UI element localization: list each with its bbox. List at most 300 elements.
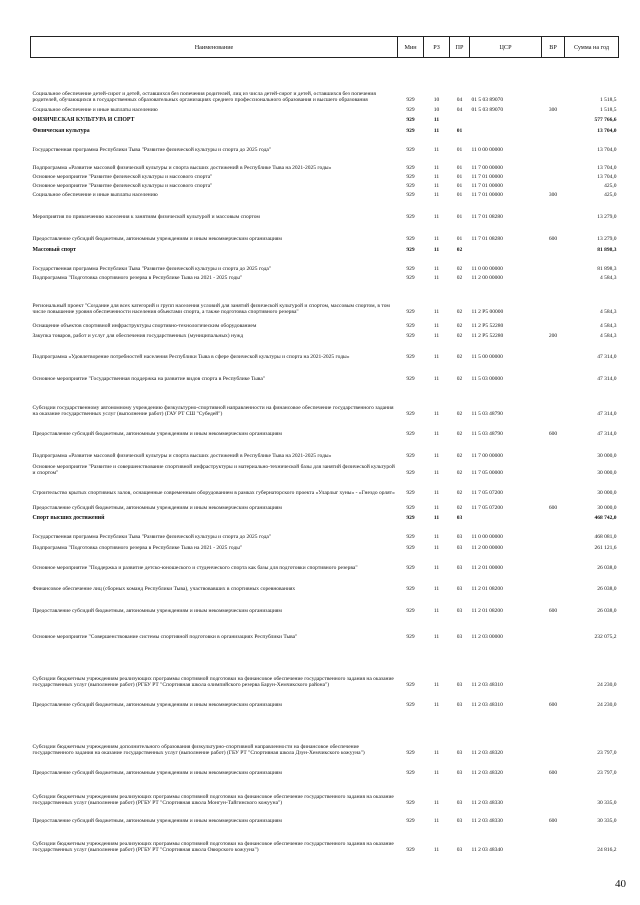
- table-row: [31, 418, 619, 438]
- table-row: [31, 552, 619, 572]
- row-min-cell: 929: [406, 431, 415, 438]
- row-sum-cell: 13 704,0: [597, 165, 617, 172]
- row-min-cell: 929: [406, 702, 415, 709]
- row-min-cell: 929: [406, 214, 415, 221]
- table-row: [31, 777, 619, 807]
- row-name-cell: Основное мероприятие "Развитие физической культуры и массового спорта": [32, 183, 213, 190]
- row-rz-cell: 11: [433, 275, 440, 282]
- row-vr-cell: [542, 477, 565, 497]
- row-vr-cell: [542, 282, 565, 316]
- row-min-cell: 929: [406, 117, 415, 124]
- row-csr-cell: 11 7 00 00000: [471, 165, 503, 172]
- row-csr-cell: 11 0 00 00000: [471, 147, 503, 154]
- row-sum-cell: 13 704,0: [597, 174, 617, 181]
- row-min-cell: 929: [406, 545, 415, 552]
- row-min-cell: 929: [406, 505, 415, 512]
- row-csr-cell: 11 2 03 48320: [471, 750, 503, 757]
- table-row: [31, 522, 619, 541]
- row-sum-cell: 47 314,0: [597, 354, 617, 361]
- row-rz-cell: 11: [433, 545, 440, 552]
- row-sum-cell: 13 279,0: [597, 214, 617, 221]
- row-csr-cell: 11 2 00 00000: [471, 545, 503, 552]
- row-rz-cell: 11: [433, 453, 440, 460]
- row-vr-cell: [542, 615, 565, 641]
- row-sum-cell: 24 816,2: [597, 847, 617, 854]
- table-row: [31, 438, 619, 460]
- row-sum-cell: 47 314,0: [597, 431, 617, 438]
- row-vr-cell: 200: [548, 333, 558, 340]
- row-name-cell: Физическая культура: [32, 128, 90, 135]
- row-min-cell: 929: [406, 128, 415, 135]
- table-row: [31, 316, 619, 330]
- row-pr-cell: 03: [456, 586, 463, 593]
- row-rz-cell: 11: [433, 565, 440, 572]
- table-row: [31, 330, 619, 340]
- row-min-cell: 929: [406, 634, 415, 641]
- row-vr-cell: [542, 361, 565, 383]
- row-pr-cell: 01: [456, 192, 463, 199]
- row-pr-cell: 02: [456, 354, 463, 361]
- row-rz-cell: 11: [433, 376, 440, 383]
- row-sum-cell: 47 314,0: [597, 376, 617, 383]
- row-sum-cell: 425,0: [604, 192, 617, 199]
- table-row: [31, 172, 619, 181]
- row-name-cell: Предоставление субсидий бюджетным, автономным учреждениям и иным некоммерческим организациям: [32, 702, 282, 709]
- row-pr-cell: 02: [456, 453, 463, 460]
- row-name-cell: Предоставление субсидий бюджетным, автономным учреждениям и иным некоммерческим организациям: [32, 770, 282, 777]
- table-row: [31, 282, 619, 316]
- table-row: [31, 243, 619, 254]
- row-pr-cell: 02: [456, 505, 463, 512]
- row-name-cell: Финансовое обеспечение лиц (сборных команд Республики Тыва), участвовавших в спортивных соревнованиях: [32, 586, 296, 593]
- row-name-cell: Социальное обеспечение и иные выплаты населению: [32, 107, 158, 114]
- row-csr-cell: [470, 114, 542, 124]
- row-sum-cell: 47 314,0: [597, 411, 617, 418]
- row-vr-cell: [542, 572, 565, 593]
- row-name-cell: Предоставление субсидий бюджетным, автономным учреждениям и иным некоммерческим организациям: [32, 236, 282, 243]
- row-rz-cell: 10: [433, 107, 440, 114]
- row-csr-cell: 11 7 01 08280: [471, 214, 503, 221]
- row-min-cell: 929: [406, 183, 415, 190]
- table-row: [31, 104, 619, 114]
- row-csr-cell: 11 7 01 00000: [471, 183, 503, 190]
- row-pr-cell: 03: [456, 702, 463, 709]
- row-min-cell: 929: [406, 247, 415, 254]
- row-vr-cell: [542, 552, 565, 572]
- row-sum-cell: 4 584,3: [600, 333, 617, 340]
- row-rz-cell: 11: [433, 247, 440, 254]
- row-sum-cell: 23 797,0: [597, 770, 617, 777]
- row-vr-cell: [542, 825, 565, 854]
- row-pr-cell: 04: [456, 107, 463, 114]
- row-rz-cell: 11: [433, 515, 440, 522]
- row-rz-cell: 11: [433, 505, 440, 512]
- row-name-cell: Социальное обеспечение и иные выплаты населению: [32, 192, 158, 199]
- row-pr-cell: 03: [456, 770, 463, 777]
- row-rz-cell: 11: [433, 634, 440, 641]
- row-csr-cell: 11 2 03 48310: [471, 702, 503, 709]
- row-vr-cell: [542, 243, 565, 254]
- row-pr-cell: [450, 114, 470, 124]
- row-rz-cell: 11: [433, 586, 440, 593]
- row-sum-cell: 26 038,0: [597, 608, 617, 615]
- row-name-cell: Основное мероприятие "Развитие физической культуры и массового спорта": [32, 174, 213, 181]
- table-row: [31, 190, 619, 199]
- row-pr-cell: 01: [456, 128, 463, 135]
- row-rz-cell: 11: [433, 490, 440, 497]
- row-pr-cell: 01: [456, 174, 463, 181]
- row-csr-cell: 01 5 03 89070: [471, 107, 504, 114]
- row-vr-cell: [542, 709, 565, 757]
- table-row: [31, 181, 619, 190]
- row-name-cell: Строительство крытых спортивных залов, оснащенные современным оборудованием в рамках губернаторского проекта «Уларлыг хуны» - «Гнездо орлят»: [32, 490, 395, 497]
- row-vr-cell: [542, 641, 565, 689]
- row-rz-cell: 11: [433, 214, 440, 221]
- row-sum-cell: 1 518,5: [600, 107, 617, 114]
- row-sum-cell: 30 000,0: [597, 453, 617, 460]
- row-min-cell: 929: [406, 97, 415, 104]
- row-rz-cell: 11: [433, 309, 440, 316]
- row-pr-cell: 04: [456, 97, 463, 104]
- row-csr-cell: 11 5 03 00000: [471, 376, 503, 383]
- column-header-pr: ПР: [450, 37, 470, 58]
- table-row: [31, 593, 619, 615]
- row-csr-cell: [470, 124, 542, 135]
- row-pr-cell: 03: [456, 750, 463, 757]
- page-number: 40: [615, 878, 626, 890]
- row-min-cell: 929: [406, 354, 415, 361]
- row-rz-cell: 11: [433, 770, 440, 777]
- row-csr-cell: 11 5 00 00000: [471, 354, 503, 361]
- row-vr-cell: 600: [548, 236, 558, 243]
- row-vr-cell: [542, 273, 565, 282]
- row-vr-cell: [542, 199, 565, 221]
- row-vr-cell: [542, 154, 565, 172]
- row-csr-cell: 11 7 05 07200: [471, 505, 503, 512]
- row-pr-cell: 03: [456, 800, 463, 807]
- row-csr-cell: [470, 512, 542, 522]
- row-rz-cell: 11: [433, 608, 440, 615]
- row-pr-cell: 02: [456, 266, 463, 273]
- row-min-cell: 929: [406, 750, 415, 757]
- row-pr-cell: 02: [456, 333, 463, 340]
- row-rz-cell: 11: [433, 333, 440, 340]
- row-csr-cell: 11 2 P5 00000: [471, 309, 504, 316]
- row-name-cell: Предоставление субсидий бюджетным, автономным учреждениям и иным некоммерческим организациям: [32, 505, 282, 512]
- row-name-cell: Социальное обеспечение детей-сирот и детей, оставшихся без попечения родителей, лиц из числа детей-сирот и детей, оставшихся без попечения родителей, обучающихся в государственных образовательных организациях среднего профессионального образования и высшего образования: [32, 90, 376, 104]
- row-min-cell: 929: [406, 236, 415, 243]
- row-csr-cell: 11 5 03 48790: [471, 411, 503, 418]
- table-body: [31, 58, 619, 854]
- row-min-cell: 929: [406, 800, 415, 807]
- row-sum-cell: 30 000,0: [597, 505, 617, 512]
- row-min-cell: 929: [406, 818, 415, 825]
- table-row: [31, 477, 619, 497]
- table-row: [31, 361, 619, 383]
- row-csr-cell: 11 7 01 00000: [471, 174, 503, 181]
- row-vr-cell: [542, 438, 565, 460]
- row-pr-cell: 03: [456, 818, 463, 825]
- row-min-cell: 929: [406, 490, 415, 497]
- row-name-cell: Основное мероприятие "Поддержка и развитие детско-юношеского и студенческого спорта как базы для подготовки спортивного резерва": [32, 565, 358, 572]
- row-sum-cell: 261 121,6: [594, 545, 617, 552]
- row-vr-cell: [542, 383, 565, 418]
- column-header-name: Наименование: [31, 37, 398, 58]
- row-rz-cell: 11: [433, 534, 440, 541]
- row-rz-cell: 11: [433, 847, 440, 854]
- row-vr-cell: [542, 114, 565, 124]
- row-pr-cell: 02: [456, 431, 463, 438]
- row-sum-cell: 13 279,0: [597, 236, 617, 243]
- row-sum-cell: 1 518,5: [600, 97, 617, 104]
- table-row: [31, 273, 619, 282]
- row-name-cell: Закупка товаров, работ и услуг для обеспечения государственных (муниципальных) нужд: [32, 333, 244, 340]
- row-rz-cell: 11: [433, 174, 440, 181]
- row-sum-cell: 13 704,0: [597, 128, 617, 135]
- table-row: [31, 807, 619, 825]
- row-csr-cell: 11 7 05 07200: [471, 490, 503, 497]
- row-sum-cell: 4 584,3: [600, 309, 617, 316]
- row-sum-cell: 30 335,0: [597, 818, 617, 825]
- row-pr-cell: 03: [456, 515, 463, 522]
- row-sum-cell: 24 230,0: [597, 682, 617, 689]
- row-name-cell: Основное мероприятие "Совершенствование системы спортивной подготовки в организациях Республики Тыва": [32, 634, 298, 641]
- row-vr-cell: 300: [548, 107, 558, 114]
- row-name-cell: Подпрограмма "Подготовка спортивного резерва в Республике Тыва на 2021 - 2025 годы": [32, 545, 243, 552]
- row-min-cell: 929: [406, 682, 415, 689]
- row-name-cell: Оснащение объектов спортивной инфраструктуры спортивно-технологическим оборудованием: [32, 323, 257, 330]
- row-vr-cell: 600: [548, 770, 558, 777]
- row-rz-cell: 10: [433, 97, 440, 104]
- row-min-cell: 929: [406, 770, 415, 777]
- row-min-cell: 929: [406, 266, 415, 273]
- table-row: [31, 340, 619, 361]
- row-name-cell: Субсидии государственному автономному учреждению физкультурно-спортивной направленности на финансовое обеспечение государственного задания на оказание государственных услуг (выполнение работ) (ГАУ РТ СШ "Субедей"): [32, 404, 394, 418]
- table-row: [31, 757, 619, 777]
- column-header-sum: Сумма на год: [565, 37, 619, 58]
- row-pr-cell: 03: [456, 847, 463, 854]
- row-pr-cell: 02: [456, 309, 463, 316]
- row-rz-cell: 11: [433, 147, 440, 154]
- row-min-cell: 929: [406, 107, 415, 114]
- row-vr-cell: 600: [548, 818, 558, 825]
- row-rz-cell: 11: [433, 750, 440, 757]
- row-name-cell: Подпрограмма «Удовлетворение потребностей населения Республики Тыва в сфере физической культуры и спорта на 2021-2025 годы»: [32, 354, 350, 361]
- row-sum-cell: 81 898,3: [597, 247, 617, 254]
- row-csr-cell: 11 2 03 48340: [471, 847, 503, 854]
- row-csr-cell: 11 7 00 00000: [471, 453, 503, 460]
- row-csr-cell: 11 2 03 48330: [471, 818, 503, 825]
- row-name-cell: Подпрограмма «Развитие массовой физической культуры и спорта высших достижений в Республике Тыва на 2021-2025 годы»: [32, 453, 332, 460]
- table-row: [31, 124, 619, 135]
- row-vr-cell: [542, 541, 565, 552]
- row-name-cell: Государственная программа Республики Тыва "Развитие физической культуры и спорта до 2025 года": [32, 266, 272, 273]
- table-row: [31, 58, 619, 104]
- table-row: [31, 497, 619, 512]
- row-name-cell: Субсидии бюджетным учреждениям дополнительного образования физкультурно-спортивной направленности на финансовое обеспечение государственного задания на оказание государственных услуг (выполнение работ) (ГБУ РТ "Спортивная школа Дзун-Хемчикского кожууна"): [32, 743, 365, 757]
- row-csr-cell: 11 2 03 48320: [471, 770, 503, 777]
- row-csr-cell: 11 2 03 48310: [471, 682, 503, 689]
- row-csr-cell: 11 2 00 00000: [471, 275, 503, 282]
- row-vr-cell: 600: [548, 702, 558, 709]
- row-csr-cell: 11 2 03 48330: [471, 800, 503, 807]
- row-vr-cell: 300: [548, 192, 558, 199]
- row-pr-cell: 03: [456, 608, 463, 615]
- row-rz-cell: 11: [433, 266, 440, 273]
- table-row: [31, 383, 619, 418]
- row-sum-cell: 24 230,0: [597, 702, 617, 709]
- row-name-cell: Государственная программа Республики Тыва "Развитие физической культуры и спорта до 2025 года": [32, 534, 272, 541]
- row-pr-cell: 02: [456, 490, 463, 497]
- row-sum-cell: 4 584,3: [600, 275, 617, 282]
- table-row: [31, 221, 619, 243]
- row-vr-cell: 600: [548, 505, 558, 512]
- row-vr-cell: [542, 460, 565, 477]
- row-pr-cell: 01: [456, 214, 463, 221]
- row-name-cell: ФИЗИЧЕСКАЯ КУЛЬТУРА И СПОРТ: [32, 117, 135, 124]
- row-min-cell: 929: [406, 534, 415, 541]
- row-vr-cell: [542, 777, 565, 807]
- table-row: [31, 541, 619, 552]
- row-vr-cell: [542, 124, 565, 135]
- row-sum-cell: 30 000,0: [597, 490, 617, 497]
- table-row: [31, 825, 619, 854]
- row-min-cell: 929: [406, 174, 415, 181]
- column-header-min: Мин: [398, 37, 424, 58]
- table-row: [31, 615, 619, 641]
- row-csr-cell: 11 0 00 00000: [471, 534, 503, 541]
- row-rz-cell: 11: [433, 470, 440, 477]
- row-pr-cell: 03: [456, 634, 463, 641]
- row-csr-cell: 11 2 P5 52280: [471, 333, 504, 340]
- row-min-cell: 929: [406, 515, 415, 522]
- table-row: [31, 135, 619, 154]
- row-csr-cell: 11 2 P5 52280: [471, 323, 504, 330]
- row-pr-cell: 03: [456, 545, 463, 552]
- table-row: [31, 709, 619, 757]
- table-row: [31, 199, 619, 221]
- row-pr-cell: 02: [456, 411, 463, 418]
- row-min-cell: 929: [406, 847, 415, 854]
- row-rz-cell: 11: [433, 236, 440, 243]
- row-vr-cell: [542, 316, 565, 330]
- table-row: [31, 254, 619, 273]
- row-rz-cell: 11: [433, 323, 440, 330]
- row-pr-cell: 01: [456, 236, 463, 243]
- row-rz-cell: 11: [433, 165, 440, 172]
- row-sum-cell: 23 797,0: [597, 750, 617, 757]
- row-name-cell: Субсидии бюджетным учреждениям реализующих программы спортивной подготовки на финансовое обеспечение государственного задания на оказание государственных услуг (выполнение работ) (РГБУ РТ "Спортивная школа олимпийского резерва Барун-Хемчикского района"): [32, 675, 394, 689]
- row-sum-cell: 26 038,0: [597, 565, 617, 572]
- table-header-row: [31, 37, 619, 58]
- row-vr-cell: [542, 172, 565, 181]
- table-row: [31, 572, 619, 593]
- row-csr-cell: 11 2 01 00000: [471, 565, 503, 572]
- table-row: [31, 512, 619, 522]
- row-min-cell: 929: [406, 376, 415, 383]
- row-name-cell: Государственная программа Республики Тыва "Развитие физической культуры и спорта до 2025 года": [32, 147, 272, 154]
- table-row: [31, 154, 619, 172]
- row-rz-cell: 11: [433, 411, 440, 418]
- table-row: [31, 641, 619, 689]
- row-min-cell: 929: [406, 586, 415, 593]
- row-csr-cell: 11 7 01 08280: [471, 236, 503, 243]
- row-name-cell: Подпрограмма "Подготовка спортивного резерва в Республике Тыва на 2021 - 2025 годы": [32, 275, 243, 282]
- row-min-cell: 929: [406, 309, 415, 316]
- row-min-cell: 929: [406, 275, 415, 282]
- row-vr-cell: [542, 254, 565, 273]
- row-rz-cell: 11: [433, 183, 440, 190]
- row-pr-cell: 02: [456, 275, 463, 282]
- row-vr-cell: 600: [548, 608, 558, 615]
- row-vr-cell: [542, 522, 565, 541]
- row-csr-cell: 11 0 00 00000: [471, 266, 503, 273]
- row-vr-cell: [542, 135, 565, 154]
- row-vr-cell: 600: [548, 431, 558, 438]
- row-sum-cell: 577 766,6: [594, 117, 617, 124]
- row-name-cell: Подпрограмма «Развитие массовой физической культуры и спорта высших достижений в Республике Тыва на 2021-2025 годы»: [32, 165, 332, 172]
- row-pr-cell: 01: [456, 183, 463, 190]
- column-header-csr: ЦСР: [470, 37, 542, 58]
- row-min-cell: 929: [406, 453, 415, 460]
- row-sum-cell: 13 704,0: [597, 147, 617, 154]
- row-vr-cell: [542, 512, 565, 522]
- row-csr-cell: 01 5 03 89070: [471, 97, 504, 104]
- row-pr-cell: 03: [456, 565, 463, 572]
- row-pr-cell: 02: [456, 376, 463, 383]
- row-csr-cell: 11 2 01 08200: [471, 586, 503, 593]
- row-rz-cell: 11: [433, 117, 440, 124]
- table-row: [31, 689, 619, 709]
- row-rz-cell: 11: [433, 800, 440, 807]
- row-name-cell: Региональный проект "Создание для всех категорий и групп населения условий для занятий физической культурой и спортом, массовым спортом, в том числе повышение уровня обеспеченности населения объектами спорта, а также подготовка спортивного резерва": [32, 302, 390, 316]
- row-vr-cell: [542, 340, 565, 361]
- row-min-cell: 929: [406, 192, 415, 199]
- row-rz-cell: 11: [433, 128, 440, 135]
- row-min-cell: 929: [406, 470, 415, 477]
- row-pr-cell: 03: [456, 682, 463, 689]
- row-rz-cell: 11: [433, 354, 440, 361]
- budget-table-container: [30, 36, 618, 854]
- row-name-cell: Предоставление субсидий бюджетным, автономным учреждениям и иным некоммерческим организациям: [32, 608, 282, 615]
- row-rz-cell: 11: [433, 702, 440, 709]
- row-rz-cell: 11: [433, 682, 440, 689]
- row-sum-cell: 4 584,3: [600, 323, 617, 330]
- row-vr-cell: [542, 58, 565, 104]
- row-name-cell: Субсидии бюджетным учреждениям реализующих программы спортивной подготовки на финансовое обеспечение государственного задания на оказание государственных услуг (выполнение работ) (РГБУ РТ "Спортивная школа Монгун-Тайгинского кожууна"): [32, 793, 394, 807]
- row-csr-cell: 11 7 01 00000: [471, 192, 503, 199]
- row-sum-cell: 232 075,2: [594, 634, 617, 641]
- row-min-cell: 929: [406, 333, 415, 340]
- row-vr-cell: [542, 181, 565, 190]
- row-sum-cell: 30 000,0: [597, 470, 617, 477]
- row-name-cell: Массовый спорт: [32, 247, 77, 254]
- column-header-vr: ВР: [542, 37, 565, 58]
- row-pr-cell: 01: [456, 147, 463, 154]
- table-row: [31, 114, 619, 124]
- row-rz-cell: 11: [433, 192, 440, 199]
- row-name-cell: Мероприятия по привлечению населения к занятиям физической культурой и массовым спортом: [32, 214, 260, 221]
- row-pr-cell: 02: [456, 470, 463, 477]
- row-name-cell: Спорт высших достижений: [32, 515, 105, 522]
- row-sum-cell: 468 081,0: [594, 534, 617, 541]
- row-name-cell: Предоставление субсидий бюджетным, автономным учреждениям и иным некоммерческим организациям: [32, 818, 282, 825]
- row-name-cell: Субсидии бюджетным учреждениям реализующих программы спортивной подготовки на финансовое обеспечение государственного задания на оказание государственных услуг (выполнение работ) (РГБУ РТ "Спортивная школа Овюрского кожууна"): [32, 840, 394, 854]
- row-name-cell: Основное мероприятие "Государственная поддержка на развитие видов спорта в Республике Тыва": [32, 376, 266, 383]
- table-row: [31, 460, 619, 477]
- row-pr-cell: 02: [456, 323, 463, 330]
- row-sum-cell: 468 742,0: [594, 515, 617, 522]
